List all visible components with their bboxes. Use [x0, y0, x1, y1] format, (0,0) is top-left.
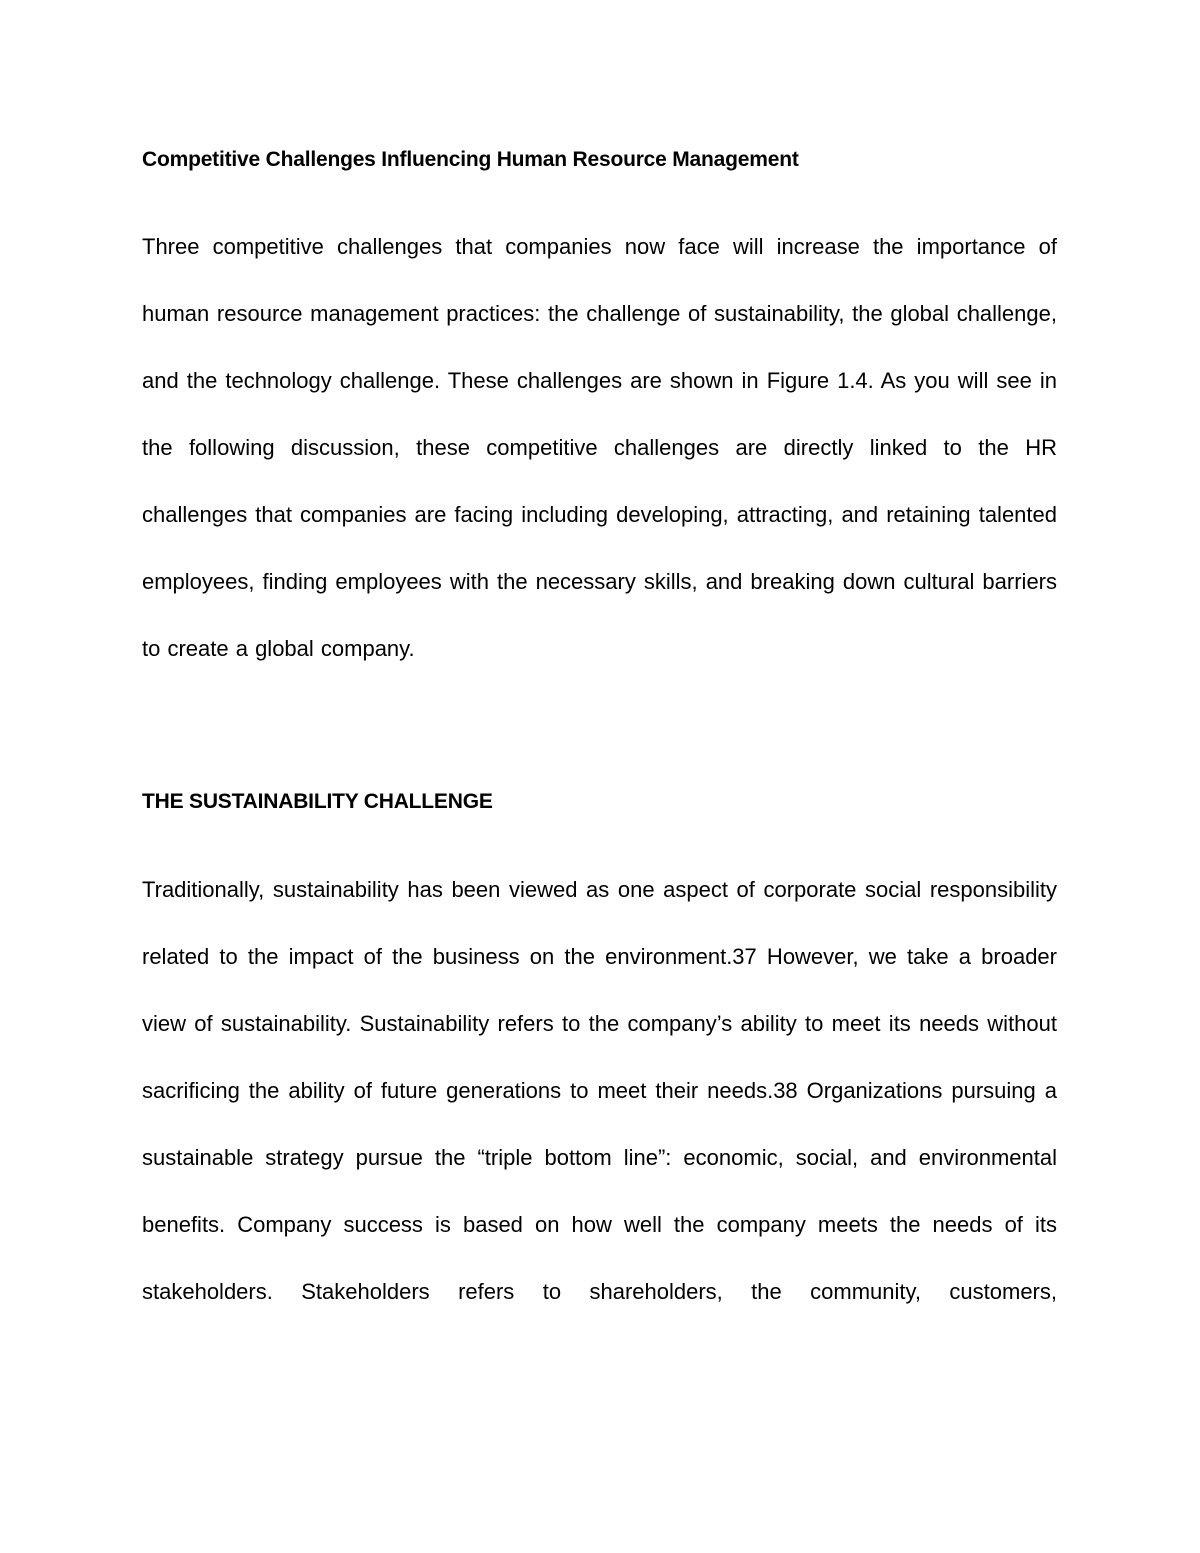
- body-paragraph-intro: Three competitive challenges that companies now face will increase the importance of human resource management practices: the challenge of sustainability, the global challenge, and the technology challenge. These challenges are shown in Figure 1.4. As you will see in the following discussion, these competitive challenges are directly linked to the HR challenges that companies are facing including developing, attracting, and retaining talented employees, finding employees with the necessary skills, and breaking down cultural barriers to create a global company.: [142, 234, 1057, 661]
- section-heading-sustainability: THE SUSTAINABILITY CHALLENGE: [142, 790, 493, 813]
- document-title: Competitive Challenges Influencing Human Resource Management: [142, 148, 799, 171]
- body-paragraph-sustainability: Traditionally, sustainability has been viewed as one aspect of corporate social responsibility related to the impact of the business on the environment.37 However, we take a broader view of sustainability. Sustainability refers to the company’s ability to meet its needs without sacrificing the ability of future generations to meet their needs.38 Organizations pursuing a sustainable strategy pursue the “triple bottom line”: economic, social, and environmental benefits. Company success is based on how well the company meets the needs of its stakeholders. Stakeholders refers to shareholders, the community, customers,: [142, 877, 1057, 1304]
